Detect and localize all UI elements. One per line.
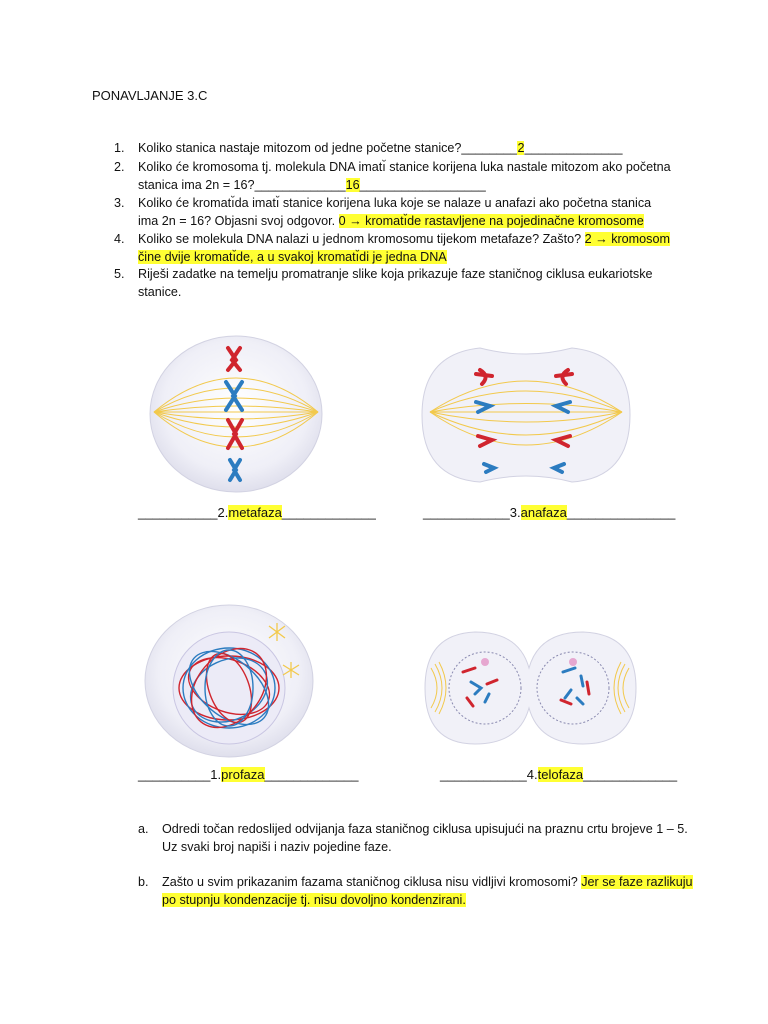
- answer-line: ___________2.: [138, 505, 229, 520]
- question-number: 2.: [114, 160, 125, 174]
- question-number: 3.: [114, 196, 125, 210]
- question-text: Koliko se molekula DNA nalazi u jednom kromosomu tijekom metafaze? Zašto?: [138, 232, 585, 246]
- answer-line: __________________: [359, 178, 486, 192]
- metaphase-caption: [138, 505, 376, 520]
- telophase-caption: [440, 767, 677, 782]
- question-text: Koliko će kromosoma tj. molekula DNA imatı̆ stanice korijena luka nastale mitozom ako početna stanica ima 2n = 16?_____________: [138, 160, 671, 192]
- question-4: [114, 230, 674, 266]
- answer-highlight: metafaza: [228, 505, 282, 520]
- answer-line: _______________: [566, 505, 676, 520]
- answer-line: _____________: [281, 505, 376, 520]
- subquestion-text-2: Uz svaki broj napiši i naziv pojedine faze.: [162, 840, 392, 854]
- metaphase-cell-illustration: [148, 334, 324, 494]
- subquestion-b: [138, 873, 698, 909]
- answer-highlight: 2 → kromosom čine dvije kromatı̆de, a u svakoj kromatı̆di je jedna DNA: [138, 232, 670, 264]
- answer-line: _____________: [264, 767, 359, 782]
- answer-highlight: 16: [345, 178, 360, 192]
- answer-line: __________1.: [138, 767, 222, 782]
- answer-highlight: profaza: [221, 767, 265, 782]
- anaphase-caption: [423, 505, 675, 520]
- answer-line: ____________3.: [423, 505, 521, 520]
- question-text: Koliko će kromatı̆da imatı̆ stanice korijena luka koje se nalaze u anafazi ako početna stanica ima 2n = 16? Objasni svoj odgovor.: [138, 196, 652, 228]
- subquestion-a: [138, 820, 698, 856]
- anaphase-cell-illustration: [420, 340, 632, 490]
- question-3: [114, 194, 674, 230]
- answer-highlight: 0 → kromatı̆de rastavljene na pojedinačne kromosome: [338, 214, 644, 228]
- telophase-cell-illustration: [423, 628, 638, 748]
- subquestion-text: Zašto u svim prikazanim fazama staničnog ciklusa nisu vidljivi kromosomi?: [162, 875, 582, 889]
- prophase-caption: [138, 767, 359, 782]
- question-1: [114, 139, 674, 157]
- subquestion-letter: b.: [138, 875, 149, 889]
- answer-line: _____________: [583, 767, 678, 782]
- answer-highlight: 2: [517, 141, 525, 155]
- answer-highlight: Jer se faze razlikuju po stupnju kondenzacije tj. nisu dovoljno kondenzirani.: [162, 875, 693, 907]
- question-number: 1.: [114, 141, 125, 155]
- question-5: [114, 265, 674, 301]
- question-text: Riješi zadatke na temelju promatranje slike koja prikazuje faze staničnog ciklusa eukariotske stanice.: [138, 267, 653, 299]
- prophase-cell-illustration: [143, 602, 315, 760]
- answer-line: ______________: [524, 141, 623, 155]
- question-number: 5.: [114, 267, 125, 281]
- page-title: PONAVLJANJE 3.C: [92, 88, 208, 103]
- answer-line: ____________4.: [440, 767, 538, 782]
- answer-highlight: telofaza: [537, 767, 584, 782]
- subquestion-text: Odredi točan redoslijed odvijanja faza staničnog ciklusa upisujući na praznu crtu brojeve 1 – 5.: [162, 822, 688, 836]
- answer-highlight: anafaza: [520, 505, 567, 520]
- question-text: Koliko stanica nastaje mitozom od jedne početne stanice?________: [138, 141, 518, 155]
- question-number: 4.: [114, 232, 125, 246]
- question-2: [114, 158, 674, 194]
- subquestion-letter: a.: [138, 822, 149, 836]
